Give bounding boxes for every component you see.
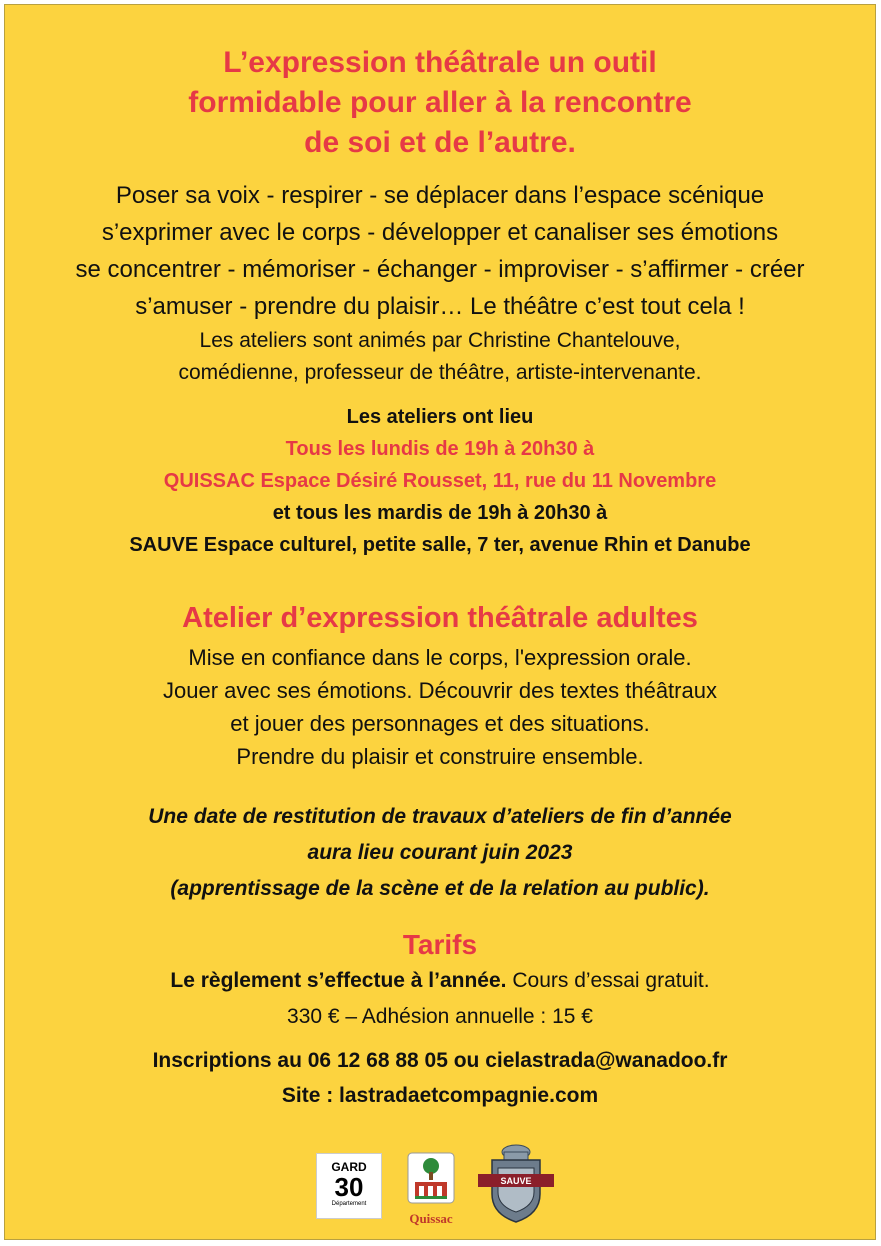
adult-description [5,641,875,773]
quissac-emblem-icon [407,1152,455,1206]
gard-logo-line3: Département [331,1201,367,1207]
adult-line: et jouer des personnages et des situations. [230,711,650,736]
restitution-line: aura lieu courant juin 2023 [307,841,573,864]
schedule-intro: Les ateliers ont lieu [346,406,534,428]
schedule-sauve-when: et tous les mardis de 19h à 20h30 à [272,502,608,524]
adult-title: Atelier d’expression théâtrale adultes [182,602,698,634]
restitution-line: Une date de restitution de travaux d’ateliers de fin d’année [148,805,732,828]
poster [4,4,876,1240]
tarifs-title: Tarifs [402,929,478,960]
adult-line: Mise en confiance dans le corps, l'expression orale. [188,645,692,670]
quissac-logo [398,1152,464,1230]
gard-logo-line2: 30 [334,1172,364,1202]
gard-departement-logo [316,1153,382,1219]
intro-text [5,177,875,325]
intro-line: se concentrer - mémoriser - échanger - improviser - s’affirmer - créer [75,256,805,283]
restitution-line: (apprentissage de la scène et de la relation au public). [170,877,710,900]
animation-line: Les ateliers sont animés par Christine Chantelouve, [199,329,681,352]
contact-inscriptions: Inscriptions au 06 12 68 88 05 ou cielastrada@wanadoo.fr [152,1049,728,1072]
contact-site: Site : lastradaetcompagnie.com [281,1084,599,1107]
tarifs-line [5,963,875,999]
tarifs [5,963,875,1035]
intro-line: s’amuser - prendre du plaisir… Le théâtre c’est tout cela ! [135,293,745,320]
animation-line: comédienne, professeur de théâtre, artiste-intervenante. [178,361,702,384]
headline-line: formidable pour aller à la rencontre [188,86,692,119]
tarifs-essai: Cours d’essai gratuit. [512,969,710,992]
gard-logo-line1: GARD [331,1160,367,1174]
schedule-quissac-where: QUISSAC Espace Désiré Rousset, 11, rue du 11 Novembre [163,470,717,492]
headline [5,43,875,163]
sauve-crest-label: SAUVE [500,1176,532,1186]
adult-line: Jouer avec ses émotions. Découvrir des textes théâtraux [163,678,717,703]
schedule [5,401,875,561]
intro-line: s’exprimer avec le corps - développer et canaliser ses émotions [101,219,779,246]
headline-line: L’expression théâtrale un outil [223,46,657,79]
quissac-logo-label: Quissac [409,1211,453,1226]
restitution [5,799,875,907]
contact [5,1043,875,1113]
adult-line: Prendre du plaisir et construire ensemble. [236,744,644,769]
schedule-sauve-where: SAUVE Espace culturel, petite salle, 7 ter, avenue Rhin et Danube [129,534,751,556]
animation-text [5,325,875,389]
schedule-quissac-when: Tous les lundis de 19h à 20h30 à [285,438,595,460]
intro-line: Poser sa voix - respirer - se déplacer dans l’espace scénique [115,182,765,209]
sauve-crest-icon [474,1142,558,1224]
tarifs-prix: 330 € – Adhésion annuelle : 15 € [287,1005,593,1028]
headline-line: de soi et de l’autre. [304,126,576,159]
tarifs-reglement: Le règlement s’effectue à l’année. [170,969,507,992]
